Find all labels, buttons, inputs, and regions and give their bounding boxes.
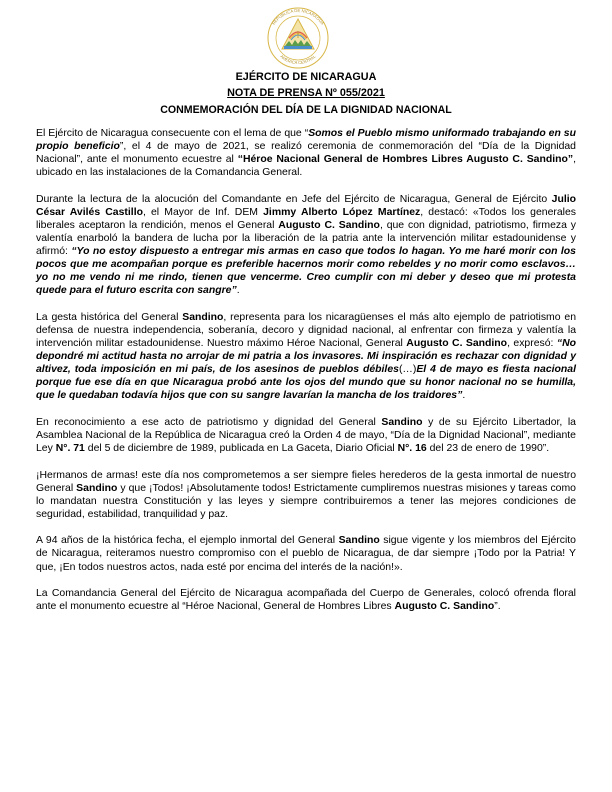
paragraph-1: El Ejército de Nicaragua consecuente con el lema de que “Somos el Pueblo mismo uniformado trabajando en su propio beneficio”, el 4 de mayo de 2021, se realizó ceremonia de conmemoración del “Día de la Dignidad Nacional”, ante el monumento ecuestre al “Héroe Nacional General de Hombres Libres Augusto C. Sandino”, ubicado en las instalaciones de la Comandancia General. bbox=[36, 128, 576, 179]
press-note-number: NOTA DE PRENSA Nº 055/2021 bbox=[227, 87, 385, 99]
paragraph-3: La gesta histórica del General Sandino, representa para los nicaragüenses el más alto ejemplo de patriotismo en defensa de nuestra independencia, soberanía, decoro y dignidad nacional, al enfrentar con firmeza y valentía la intervención militar estadounidense. Nuestro máximo Héroe Nacional, General Augusto C. Sandino, expresó: “No depondré mi actitud hasta no arrojar de mi patria a los invasores. Mi inspiración es rechazar con dignidad y altivez, toda imposición en mi país, de los asesinos de pueblos débiles(…)El 4 de mayo es fiesta nacional porque fue ese día en que Nicaragua probó ante los ojos del mundo que su honor nacional no se humilla, que le quedaban todavía hijos que con su sangre lavarían la mancha de los traidores”. bbox=[36, 311, 577, 402]
paragraph-4: En reconocimiento a ese acto de patriotismo y dignidad del General Sandino y de su Ejército Libertador, la Asamblea Nacional de la República de Nicaragua creó la Orden 4 de mayo, “Día de la Dignidad Nacional”, mediante Ley N°. 71 del 5 de diciembre de 1989, publicada en La Gaceta, Diario Oficial N°. 16 del 23 de enero de 1990”. bbox=[36, 416, 576, 455]
page-title: CONMEMORACIÓN DEL DÍA DE LA DIGNIDAD NACIONAL bbox=[160, 104, 452, 116]
emblem-ring-top-text: REPUBLICA DE NICARAGUA bbox=[270, 7, 326, 26]
nicaragua-coat-of-arms-icon bbox=[262, 4, 334, 70]
emblem-ring-bottom-text: AMERICA CENTRAL bbox=[279, 53, 317, 66]
paragraph-5: ¡Hermanos de armas! este día nos comprometemos a ser siempre fieles herederos de la gesta inmortal de nuestro General Sandino y que ¡Todos! ¡Absolutamente todos! Estrictamente cumpliremos nuestras misiones y tareas como lo mandatan nuestra Constitución y las leyes y siempre contribuiremos a tener las mejores condiciones de seguridad, estabilidad, tranquilidad y paz. bbox=[36, 469, 576, 520]
paragraph-6: A 94 años de la histórica fecha, el ejemplo inmortal del General Sandino sigue vigente y los miembros del Ejército de Nicaragua, reiteramos nuestro compromiso con el pueblo de Nicaragua, de dar siempre ¡Todo por la Patria! Y que, ¡En todos nuestros actos, nada esté por encima del interés de la nación!». bbox=[36, 535, 576, 573]
organization-heading: EJÉRCITO DE NICARAGUA bbox=[235, 71, 377, 83]
press-release-body bbox=[36, 127, 576, 627]
paragraph-2: Durante la lectura de la alocución del Comandante en Jefe del Ejército de Nicaragua, General de Ejército Julio César Avilés Castillo, el Mayor de Inf. DEM Jimmy Alberto López Martínez, destacó: «Todos los generales liberales aceptaron la rendición, menos el General Augusto C. Sandino, que con dignidad, patriotismo, firmeza y valentía enarboló la bandera de lucha por la liberación de la patria ante la intervención militar estadounidense y afirmó: “Yo no estoy dispuesto a entregar mis armas en caso que todos lo hagan. Yo me haré morir con los pocos que me acompañan porque es preferible hacernos morir como rebeldes y no morir como esclavos…yo no me vendo ni me rindo, tienen que vencerme. Creo cumplir con mi deber y deseo que mi protesta quede para el futuro escrita con sangre”. bbox=[36, 193, 576, 297]
paragraph-7: La Comandancia General del Ejército de Nicaragua acompañada del Cuerpo de Generales, colocó ofrenda floral ante el monumento ecuestre al “Héroe Nacional, General de Hombres Libres Augusto C. Sandino”. bbox=[36, 588, 576, 613]
